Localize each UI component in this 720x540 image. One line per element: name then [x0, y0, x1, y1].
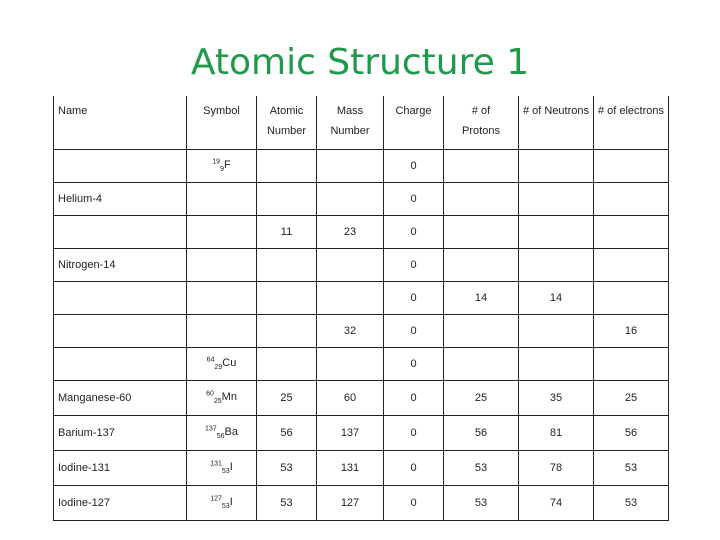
cell-charge: 0 [384, 416, 444, 451]
isotope-symbol: $^{127}_{53}$I [210, 495, 233, 511]
cell-name [54, 282, 187, 315]
header-symbol: Symbol [187, 96, 257, 150]
cell-name-text: Iodine-127 [58, 497, 110, 509]
cell-electrons [594, 183, 669, 216]
cell-atomic: 56 [257, 416, 317, 451]
cell-atomic: 53 [257, 486, 317, 521]
cell-electrons: 53 [594, 451, 669, 486]
cell-charge: 0 [384, 451, 444, 486]
cell-massnum [317, 282, 384, 315]
table-row [54, 216, 669, 249]
cell-neutrons: 81 [519, 416, 594, 451]
cell-charge: 0 [384, 249, 444, 282]
isotope-symbol: $^{19}_9$F [212, 158, 231, 174]
cell-neutrons [519, 315, 594, 348]
cell-massnum [317, 150, 384, 183]
cell-name [54, 315, 187, 348]
cell-symbol [187, 183, 257, 216]
cell-name [54, 486, 187, 521]
cell-neutrons: 35 [519, 381, 594, 416]
cell-massnum: 131 [317, 451, 384, 486]
cell-name-text: Nitrogen-14 [58, 259, 116, 271]
cell-charge: 0 [384, 348, 444, 381]
cell-symbol [187, 150, 257, 183]
cell-name-text: Barium-137 [58, 427, 115, 439]
cell-charge: 0 [384, 150, 444, 183]
cell-name-text: Helium-4 [58, 193, 103, 205]
cell-atomic: 25 [257, 381, 317, 416]
cell-symbol [187, 486, 257, 521]
cell-protons: 53 [444, 486, 519, 521]
cell-electrons [594, 216, 669, 249]
cell-charge: 0 [384, 381, 444, 416]
cell-symbol [187, 381, 257, 416]
cell-electrons [594, 150, 669, 183]
cell-symbol [187, 216, 257, 249]
cell-massnum: 60 [317, 381, 384, 416]
table-row [54, 150, 669, 183]
cell-name [54, 451, 187, 486]
cell-neutrons [519, 216, 594, 249]
cell-symbol [187, 416, 257, 451]
atomic-structure-table [53, 96, 669, 521]
cell-protons [444, 216, 519, 249]
cell-name-text: Manganese-60 [58, 392, 132, 404]
table-row [54, 381, 669, 416]
isotope-symbol: $^{131}_{53}$I [210, 460, 233, 476]
table-row [54, 249, 669, 282]
cell-neutrons [519, 249, 594, 282]
cell-name [54, 183, 187, 216]
cell-protons [444, 348, 519, 381]
cell-symbol [187, 315, 257, 348]
cell-massnum [317, 348, 384, 381]
table-row [54, 315, 669, 348]
cell-charge: 0 [384, 315, 444, 348]
cell-atomic: 53 [257, 451, 317, 486]
cell-protons [444, 150, 519, 183]
cell-neutrons: 78 [519, 451, 594, 486]
cell-neutrons [519, 348, 594, 381]
cell-protons: 56 [444, 416, 519, 451]
cell-atomic [257, 249, 317, 282]
header-row [54, 96, 669, 150]
cell-atomic [257, 348, 317, 381]
cell-name [54, 249, 187, 282]
cell-name [54, 150, 187, 183]
cell-massnum: 127 [317, 486, 384, 521]
cell-electrons: 56 [594, 416, 669, 451]
cell-protons: 25 [444, 381, 519, 416]
cell-massnum [317, 183, 384, 216]
cell-charge: 0 [384, 216, 444, 249]
cell-massnum [317, 249, 384, 282]
cell-massnum: 32 [317, 315, 384, 348]
cell-neutrons [519, 183, 594, 216]
cell-massnum: 137 [317, 416, 384, 451]
cell-symbol [187, 451, 257, 486]
cell-symbol [187, 348, 257, 381]
cell-symbol [187, 282, 257, 315]
header-neutrons: # of Neutrons [519, 96, 594, 150]
header-atomic-number: Atomic Number [257, 96, 317, 150]
isotope-symbol: $^{60}_{25}$Mn [206, 390, 237, 406]
cell-protons [444, 249, 519, 282]
cell-charge: 0 [384, 183, 444, 216]
table-row [54, 416, 669, 451]
cell-electrons [594, 348, 669, 381]
cell-electrons: 25 [594, 381, 669, 416]
cell-protons: 14 [444, 282, 519, 315]
cell-name [54, 348, 187, 381]
cell-atomic [257, 150, 317, 183]
cell-atomic [257, 315, 317, 348]
page-title: Atomic Structure 1 [190, 42, 530, 83]
cell-protons [444, 315, 519, 348]
header-mass-number: Mass Number [317, 96, 384, 150]
cell-electrons: 53 [594, 486, 669, 521]
cell-atomic [257, 183, 317, 216]
cell-name [54, 216, 187, 249]
cell-massnum: 23 [317, 216, 384, 249]
cell-neutrons: 14 [519, 282, 594, 315]
cell-name [54, 416, 187, 451]
table-row [54, 348, 669, 381]
table-row [54, 282, 669, 315]
header-electrons: # of electrons [594, 96, 669, 150]
isotope-symbol: $^{137}_{56}$Ba [205, 425, 238, 441]
cell-atomic [257, 282, 317, 315]
header-charge: Charge [384, 96, 444, 150]
cell-charge: 0 [384, 282, 444, 315]
cell-electrons [594, 249, 669, 282]
cell-neutrons [519, 150, 594, 183]
cell-name-text: Iodine-131 [58, 462, 110, 474]
table-row [54, 486, 669, 521]
header-name: Name [54, 96, 187, 150]
cell-protons [444, 183, 519, 216]
cell-atomic: 11 [257, 216, 317, 249]
cell-electrons [594, 282, 669, 315]
cell-charge: 0 [384, 486, 444, 521]
header-protons: # of Protons [444, 96, 519, 150]
isotope-symbol: $^{64}_{29}$Cu [206, 356, 237, 372]
cell-neutrons: 74 [519, 486, 594, 521]
cell-name [54, 381, 187, 416]
table-row [54, 451, 669, 486]
table-row [54, 183, 669, 216]
cell-symbol [187, 249, 257, 282]
cell-electrons: 16 [594, 315, 669, 348]
cell-protons: 53 [444, 451, 519, 486]
